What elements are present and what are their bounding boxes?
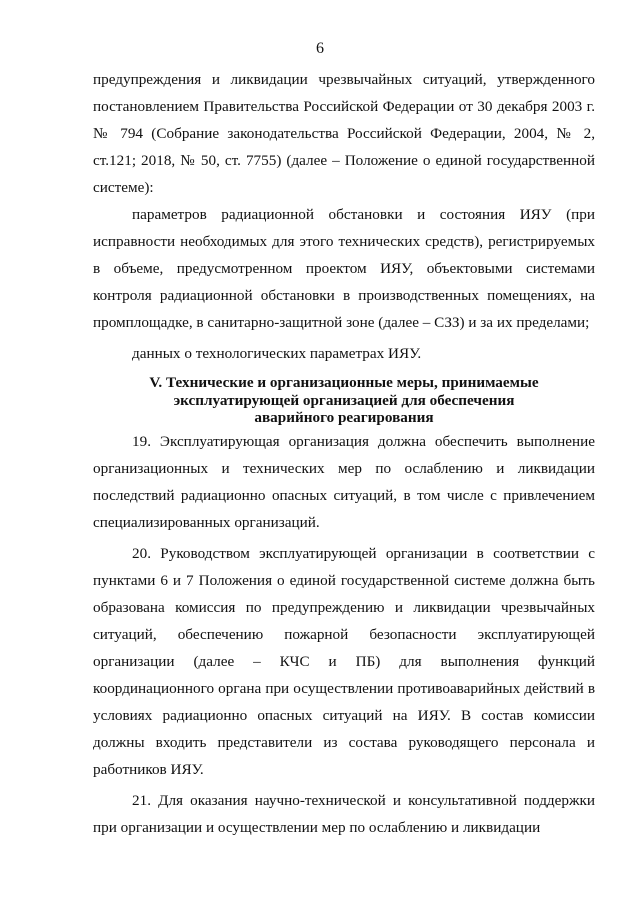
section-heading-line1: V. Технические и организационные меры, принимаемые bbox=[149, 374, 539, 391]
section-heading-line2: эксплуатирующей организацией для обеспечения bbox=[173, 391, 515, 409]
section-heading-line3: аварийного реагирования bbox=[254, 409, 434, 426]
paragraph-21: 21. Для оказания научно-технической и консультативной поддержки при организации и осуществлении мер по ослаблению и ликвидации bbox=[93, 792, 595, 836]
text-block-bottom bbox=[93, 428, 595, 841]
intro-paragraph: предупреждения и ликвидации чрезвычайных ситуаций, утвержденного постановлением Правительства Российской Федерации от 30 декабря 2003 г. № 794 (Собрание законодательства Российской Федерации, 2004, № 2, ст.121; 2018, № 50, ст. 7755) (далее – Положение о единой государственной системе): bbox=[93, 71, 595, 196]
page-number: 6 bbox=[316, 40, 324, 57]
list-item-technological-parameters: данных о технологических параметрах ИЯУ. bbox=[132, 345, 422, 362]
paragraph-19: 19. Эксплуатирующая организация должна обеспечить выполнение организационных и технических мер по ослаблению и ликвидации последствий радиационно опасных ситуаций, в том числе с привлечением специализированных организаций. bbox=[93, 433, 595, 531]
text-block-top bbox=[93, 66, 595, 367]
list-item-radiation-parameters: параметров радиационной обстановки и состояния ИЯУ (при исправности необходимых для этого технических средств), регистрируемых в объеме, предусмотренном проектом ИЯУ, объектовыми системами контроля радиационной обстановки в производственных помещениях, на промплощадке, в санитарно-защитной зоне (далее – СЗЗ) и за их пределами; bbox=[93, 206, 595, 331]
section-heading bbox=[93, 374, 595, 427]
paragraph-20: 20. Руководством эксплуатирующей организации в соответствии с пунктами 6 и 7 Положения о единой государственной системе должна быть образована комиссия по предупреждению и ликвидации чрезвычайных ситуаций, обеспечению пожарной безопасности эксплуатирующей организации (далее – КЧС и ПБ) для выполнения функций координационного органа при осуществлении противоаварийных действий в условиях радиационно опасных ситуаций на ИЯУ. В состав комиссии должны входить представители из состава руководящего персонала и работников ИЯУ. bbox=[93, 545, 595, 778]
